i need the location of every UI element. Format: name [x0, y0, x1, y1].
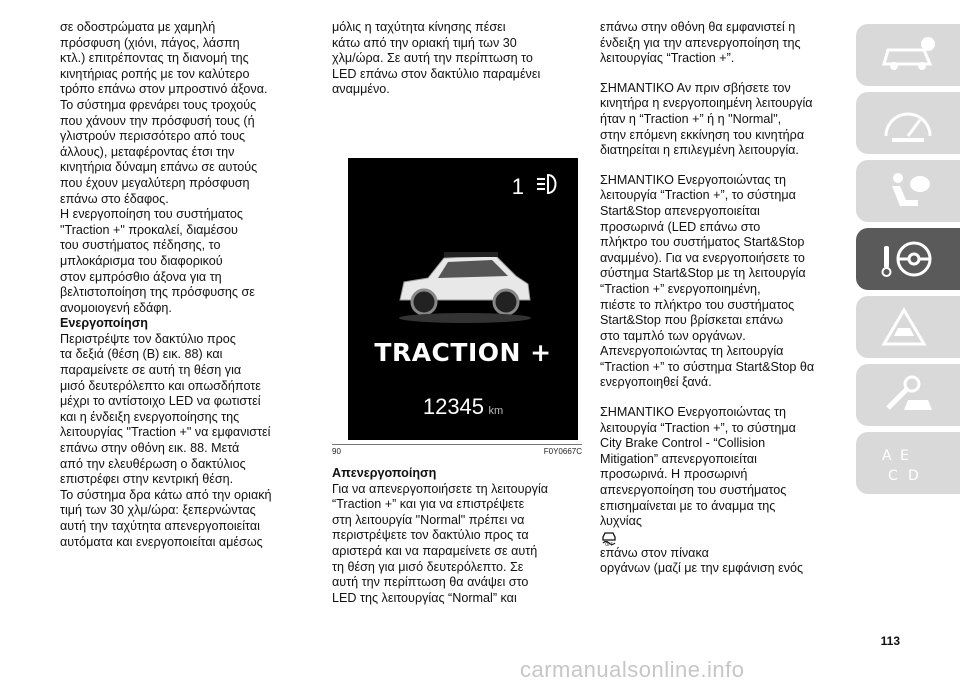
odometer-unit: km — [488, 405, 504, 417]
warning-triangle-car-icon — [878, 306, 938, 348]
svg-text:D: D — [908, 468, 919, 484]
traction-label: TRACTION + — [374, 338, 552, 367]
tab-maintenance[interactable] — [856, 364, 960, 426]
headlight-icon — [534, 172, 562, 196]
display-paragraph: επάνω στην οθόνη θα εμφανιστεί η ένδειξη για την απενεργοποίηση της λειτουργίας “Traction +”. — [600, 20, 801, 66]
esc-off-warning-icon — [600, 530, 618, 546]
odometer — [348, 394, 578, 420]
car-info-icon — [878, 34, 938, 76]
svg-text:OFF: OFF — [605, 541, 613, 546]
gear-indicator: 1 — [511, 174, 524, 199]
steering-wheel-key-icon — [878, 238, 938, 280]
figure-code: F0Y0667C — [543, 447, 582, 456]
tab-safety[interactable] — [856, 160, 960, 222]
deactivation-block — [332, 466, 582, 606]
warning-lamp-line — [600, 514, 828, 577]
deactivation-paragraph: Για να απενεργοποιήσετε τη λειτουργία “Traction +” και για να επιστρέψετε στη λειτουργία "Normal" πρέπει να περιστρέψετε τον δακτύλιο προς τα αριστερά και να παραμείνετε σε αυτή τη θέση για μισό δευτερόλεπτο. Σε αυτή την περίπτωση θα ανάψει στο LED της λειτουργίας “Normal” και — [332, 481, 549, 605]
important-note-1: ΣΗΜΑΝΤΙΚΟ Αν πριν σβήσετε τον κινητήρα η ενεργοποιημένη λειτουργία ήταν η “Traction +” ή η "Normal", στην επόμενη εκκίνηση του κινητήρα διατηρείται η επιλεγμένη λειτουργία. — [600, 80, 813, 158]
text-column-3 — [600, 20, 828, 577]
activation-paragraph: Περιστρέψτε τον δακτύλιο προς τα δεξιά (θέση (B) εικ. 88) και παραμείνετε σε αυτή τη θέση για μισό δευτερόλεπτο και οπωσδήποτε μέχρι το αντίστοιχο LED να φωτιστεί και η ένδειξη ενεργοποίησης της λειτουργίας "Traction +" να εμφανιστεί επάνω στην οθόνη εικ. 88. Μετά από την ελευθέρωση ο δακτύλιος επιστρέφει στην κεντρική θέση. Το σύστημα δρα κάτω από την οριακή τιμή των 30 χλμ/ώρα: ξεπερνώντας αυτή την ταχύτητα απενεργοποιείται αυτόματα και ενεργοποιείται αμέσως — [60, 331, 272, 549]
specs-letters-icon — [878, 442, 938, 484]
text-column-2 — [332, 20, 582, 98]
watermark: carmanualsonline.info — [520, 657, 745, 682]
lamp-text-post: επάνω στον πίνακα οργάνων (μαζί με την εμφάνιση ενός — [600, 545, 804, 576]
speed-paragraph: μόλις η ταχύτητα κίνησης πέσει κάτω από την οριακή τιμή των 30 χλμ/ώρα. Σε αυτή την περίπτωση το LED επάνω στον δακτύλιο παραμένει αναμμένο. — [332, 20, 541, 97]
figure-number: 90 — [332, 447, 341, 456]
tab-emergency[interactable] — [856, 296, 960, 358]
seat-airbag-icon — [878, 170, 938, 212]
lamp-text-pre: λυχνίας — [600, 514, 642, 529]
svg-text:A: A — [882, 448, 892, 464]
tab-dashboard[interactable] — [856, 92, 960, 154]
important-note-2: ΣΗΜΑΝΤΙΚΟ Ενεργοποιώντας τη λειτουργία “Traction +”, το σύστημα Start&Stop απενεργοποιείται προσωρινά (LED επάνω στο πλήκτρο του συστήματος Start&Stop αναμμένο). Για να ενεργοποιήσετε το σύστημα Start&Stop με τη λειτουργία “Traction +” ενεργοποιημένη, πιέστε το πλήκτρο του συστήματος Start&Stop που βρίσκεται επάνω στο ταμπλό των οργάνων. Απενεργοποιώντας τη λειτουργία “Traction +” το σύστημα Start&Stop θα ενεργοποιηθεί ξανά. — [600, 172, 815, 390]
page-number: 113 — [880, 634, 900, 648]
odometer-value: 12345 — [422, 394, 485, 419]
tab-technical-data[interactable] — [856, 432, 960, 494]
activation-heading: Ενεργοποίηση — [60, 316, 149, 331]
important-note-3: ΣΗΜΑΝΤΙΚΟ Ενεργοποιώντας τη λειτουργία “Traction +”, το σύστημα City Brake Control - “Collision Mitigation” απενεργοποιείται προσωρινά. Η προσωρινή απενεργοποίηση του συστήματος επισημαίνεται με το άναμμα της — [600, 405, 796, 513]
dashboard-figure — [348, 158, 578, 440]
dashboard-lights-icon — [878, 102, 938, 144]
svg-text:C: C — [888, 468, 898, 484]
intro-paragraph: σε οδοστρώματα με χαμηλή πρόσφυση (χιόνι, πάγος, λάσπη κτλ.) επιτρέποντας τη διανομή της κινητήριας ροπής με τον καλύτερο τρόπο επάνω στον μπροστινό άξονα. Το σύστημα φρενάρει τους τροχούς που χάνουν την πρόσφυσή τους (ή γλιστρούν περισσότερο από τους άλλους), μεταφέροντας έτσι την κινητήρια δύναμη επάνω σε αυτούς που έχουν μεγαλύτερη πρόσφυση επάνω στο έδαφος. Η ενεργοποίηση του συστήματος "Traction +" προκαλεί, διαμέσου του συστήματος πέδησης, το μπλοκάρισμα του διαφορικού στον εμπρόσθιο άξονα για τη βελτιστοποίηση της πρόσφυσης σε ανομοιογενή εδάφη. — [60, 20, 268, 315]
car-illustration-icon — [388, 238, 538, 328]
svg-text:E: E — [900, 448, 909, 464]
deactivation-heading: Απενεργοποίηση — [332, 466, 437, 480]
text-column-1 — [60, 20, 316, 550]
chapter-tabs — [844, 24, 960, 500]
wrench-car-icon — [878, 374, 938, 416]
tab-starting-driving[interactable] — [856, 228, 960, 290]
figure-caption — [332, 444, 582, 456]
tab-car-info[interactable] — [856, 24, 960, 86]
